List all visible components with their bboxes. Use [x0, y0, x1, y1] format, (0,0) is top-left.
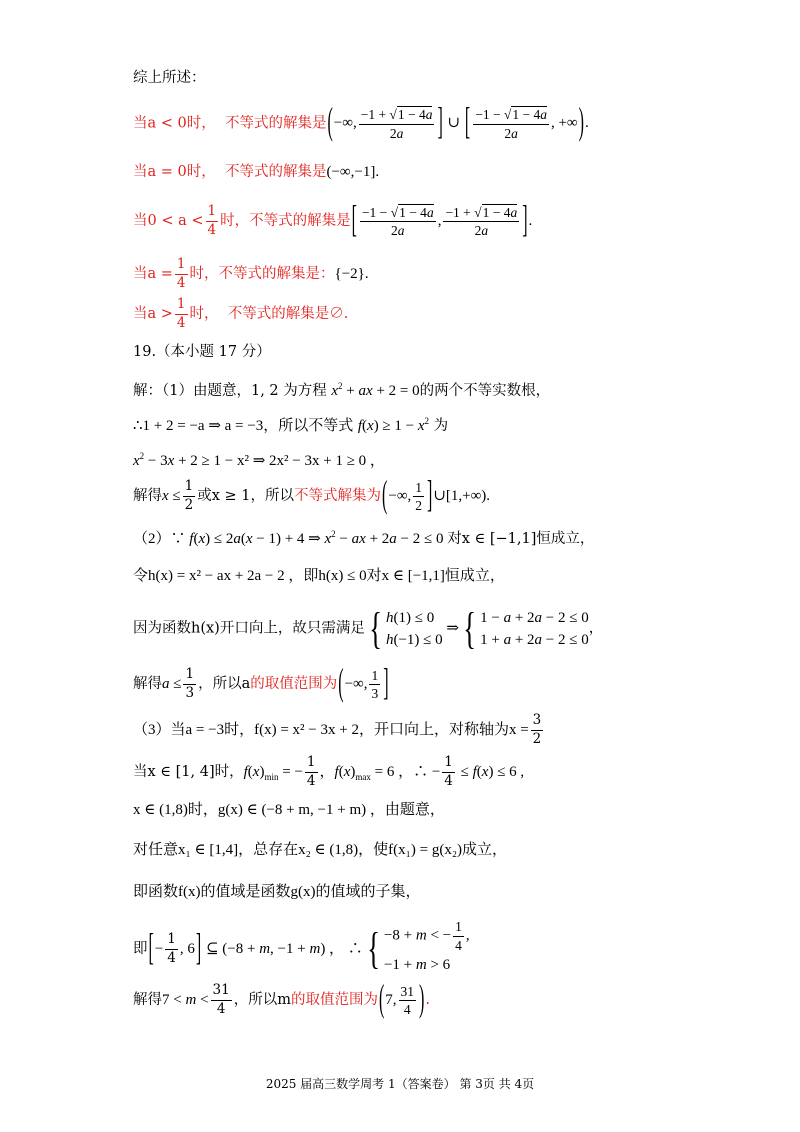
part3-line2: 当x ∈ [1, 4]时，$f(x)_{min}$ = − $\frac{1}{4}$ ，$f(x)_{max} = 6$ ，∴ − $\frac{1}{4}$ ≤ f(x) ≤ 6 , [133, 754, 525, 789]
part3-line5: 即函数f(x)的值域是函数g(x)的值域的子集， [133, 884, 421, 900]
case-a-quarter: 当a = $\frac{1}{4}$ 时，不等式的解集是：{−2}. [133, 256, 369, 291]
part3-line6: 即[− $\frac{1}{4}$ , 6] ⊆ (−8 + m, −1 + m) ， ∴{ −8 + m < − $\frac{1}{4}$ , −1 + m > 6 [133, 919, 470, 973]
part3-line1: （3）当a = −3时，f(x) = x² − 3x + 2，开口向上，对称轴为x = $\frac{3}{2}$ [133, 712, 542, 747]
part2-line3: 因为函数h(x)开口向上，故只需满足{ h(1) ≤ 0 h(−1) ≤ 0 ⇒{ 1 − a + 2a − 2 ≤ 0 1 + a + 2a − 2 ≤ 0 ， [133, 603, 604, 653]
page-footer: 2025 届高三数学周考 1（答案卷） 第 3页 共 4页 [265, 1077, 535, 1091]
case-a-negative: 当a < 0时， 不等式的解集是(−∞, $\frac{-1 + √1 - 4a}{2a}$ ] ∪ [ $\frac{-1 - √1 - 4a}{2a}$ , +∞). [133, 102, 589, 144]
part1-line4: 解得x ≤ $\frac{1}{2}$ 或x ≥ 1，所以不等式解集为(−∞, $\frac{1}{2}$ ]∪[1,+∞). [133, 474, 491, 516]
case-a-greater: 当a > $\frac{1}{4}$ 时， 不等式的解集是∅. [133, 296, 349, 331]
part1-line3: $x^2 - 3x + 2 \ge 1 - x^2$ ⇒ 2x² − 3x + 1 ≥ 0 ， [133, 451, 385, 469]
part1-line1: 解：（1）由题意，1, 2 为方程 $x^2$ + ax + 2 = 0的两个不等实数根， [133, 381, 551, 399]
part3-line3: x ∈ (1,8)时，g(x) ∈ (−8 + m, −1 + m) ，由题意， [133, 802, 445, 818]
summary-heading: 综上所述： [133, 70, 206, 86]
question-title: 19.（本小题 17 分） [133, 344, 271, 360]
case-a-zero: 当a = 0时， 不等式的解集是(−∞,−1]. [133, 164, 380, 180]
part2-line1: （2）∵ f(x) ≤ 2a(x − 1) + 4 ⇒ $x^2$ − ax + 2a − 2 ≤ 0 对x ∈ [−1,1]恒成立， [133, 529, 595, 547]
part1-line2: ∴1 + 2 = −a ⇒ a = −3，所以不等式 $f(x) \ge 1 - x^2$ 为 [133, 416, 449, 434]
part3-line4: 对任意x₁ ∈ [1,4]，总存在x₂ ∈ (1,8)，使f(x₁) = g(x₂)成立， [133, 842, 508, 858]
part2-line4: 解得a ≤ $\frac{1}{3}$ ，所以a的取值范围为(−∞, $\frac{1}{3}$ ] [133, 662, 389, 704]
case-a-between: 当0 < a < $\frac{1}{4}$ 时，不等式的解集是[ $\frac{-1 - √1 - 4a}{2a}$ , $\frac{-1 + √1 - 4a}{2a}$ ]. [133, 199, 533, 241]
part2-line2: 令h(x) = x² − ax + 2a − 2 ，即h(x) ≤ 0对x ∈ [−1,1]恒成立， [133, 568, 505, 584]
part3-line7: 解得7 < m < $\frac{31}{4}$ ，所以m的取值范围为(7, $\frac{31}{4}$ ). [133, 978, 430, 1020]
